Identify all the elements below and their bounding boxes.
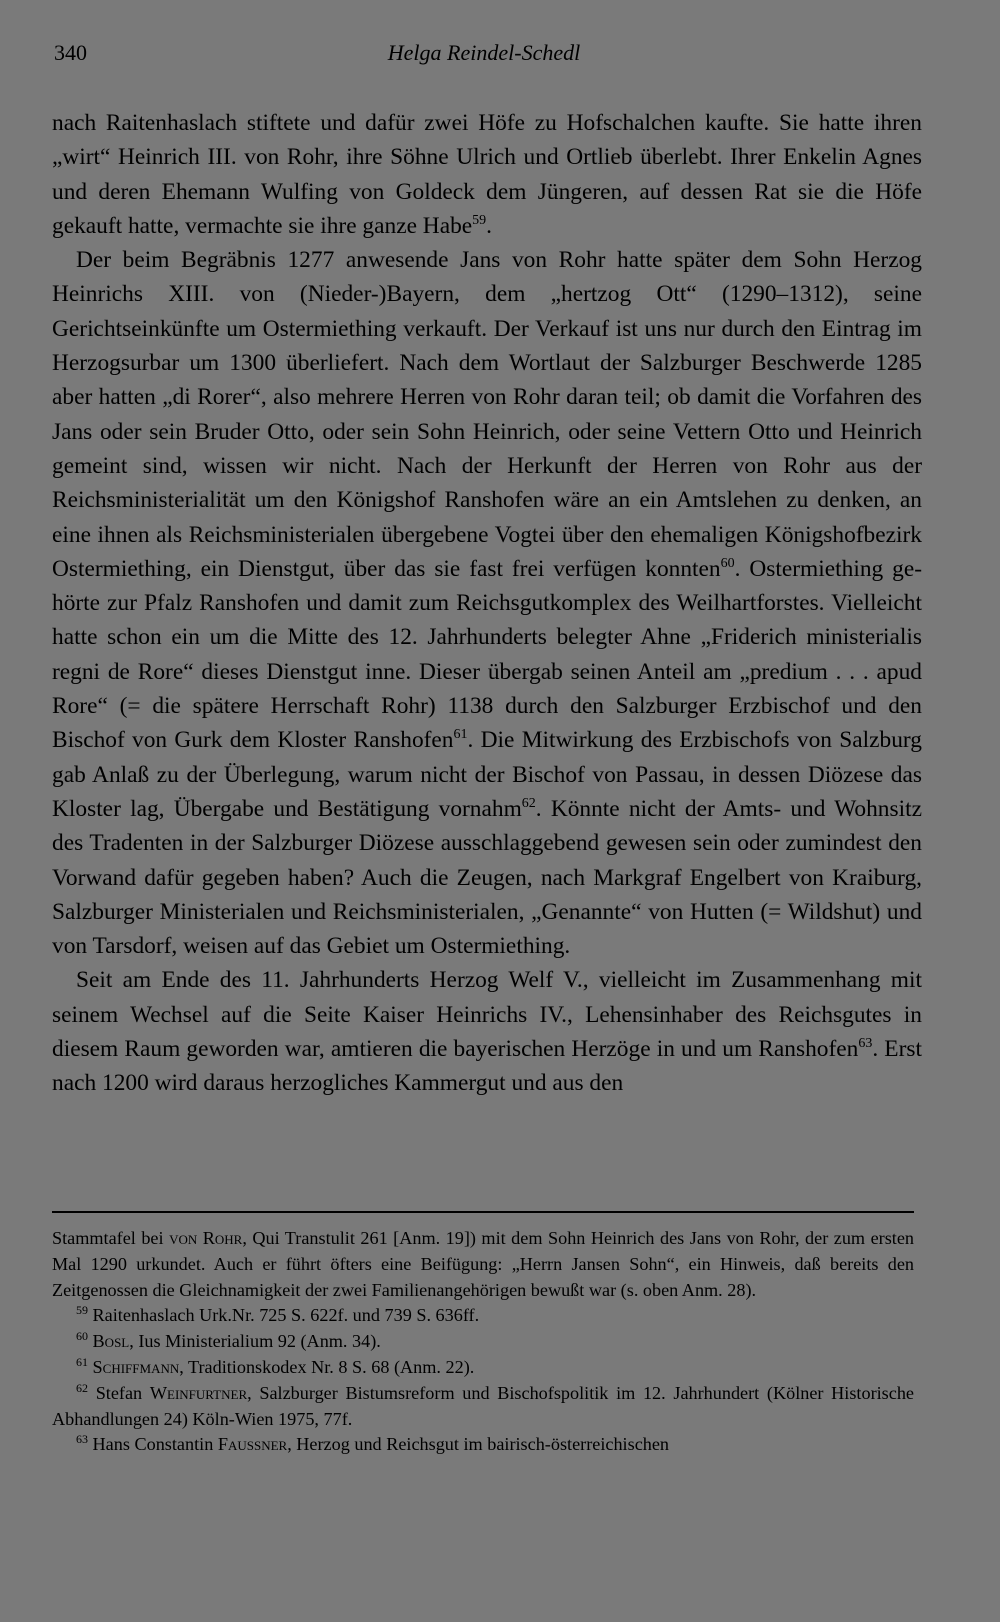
- footnote-text: , Salzburger Bistumsreform und Bischofspolitik im 12. Jahrhundert (Kölner Historische Abhandlungen 24) Köln-Wien 1975, 77f.: [52, 1382, 914, 1429]
- footnote-cont-text-a: Stammtafel bei: [52, 1228, 170, 1248]
- footnote-ref-59: 59: [472, 213, 487, 229]
- footnote-62: [52, 1381, 914, 1433]
- author-name: Weinfurtner: [149, 1382, 248, 1403]
- paragraph-2-text-b: . Ostermiething gehörte zur Pfalz Ranshofen und damit zum Reichsgutkomplex des Weilhartforstes. Vielleicht hatte schon ein um die Mitte des 12. Jahrhunderts belegter Ahne „Friderich ministerialis regni de Rore“ dieses Dienstgut inne. Dieser übergab seinen Anteil am „predium . . . apud Rore“ (= die spätere Herrschaft Rohr) 1138 durch den Salzburger Erzbischof und den Bischof von Gurk dem Kloster Ranshofen: [52, 555, 922, 754]
- footnote-text: , Traditionskodex Nr. 8 S. 68 (Anm. 22).: [179, 1356, 475, 1377]
- footnotes: [52, 1226, 914, 1458]
- footnote-number: 62: [76, 1380, 88, 1395]
- footnote-ref-61: 61: [453, 727, 468, 743]
- paragraph-2-text-d: . Könnte nicht der Amts- und Wohnsitz des Tradenten in der Salzburger Diözese ausschlaggebend gewesen sein oder zumindest den Vorwand dafür gegeben haben? Auch die Zeugen, nach Markgraf Engelbert von Kraiburg, Salzburger Ministerialen und Reichsministerialen, „Genannte“ von Hutten (= Wildshut) und von Tarsdorf, weisen auf das Gebiet um Ostermiething.: [52, 795, 922, 960]
- author-name: Bosl: [92, 1331, 130, 1352]
- author-name: Schiffmann: [92, 1356, 180, 1377]
- author-name: Faussner: [217, 1434, 288, 1455]
- footnote-continuation: [52, 1226, 914, 1303]
- paragraph-2: [52, 243, 922, 963]
- footnote-number: 61: [76, 1354, 88, 1369]
- footnote-prefix: Stefan: [95, 1382, 150, 1403]
- footnote-ref-60: 60: [720, 556, 735, 572]
- footnote-61: [52, 1355, 914, 1381]
- paragraph-1-text-a: nach Raitenhaslach stiftete und dafür zwei Höfe zu Hofschalchen kaufte. Sie hatte ihren „wirt“ Heinrich III. von Rohr, ihre Söhne Ulrich und Ortlieb überlebt. Ihrer Enkelin Agnes und deren Ehemann Wulfing von Goldeck dem Jüngeren, auf dessen Rat sie die Höfe gekauft hatte, vermachte sie ihre ganze Habe: [52, 110, 922, 239]
- footnote-number: 60: [76, 1329, 88, 1344]
- footnote-ref-63: 63: [858, 1036, 873, 1052]
- paragraph-3: [52, 963, 922, 1100]
- footnote-59: [52, 1303, 914, 1329]
- footnote-prefix: Hans Constantin: [92, 1434, 218, 1455]
- footnote-divider: [52, 1211, 914, 1213]
- author-name: von Rohr: [169, 1228, 243, 1248]
- footnote-number: 59: [76, 1303, 88, 1318]
- paragraph-1: [52, 106, 922, 243]
- footnote-text: Raitenhaslach Urk.Nr. 725 S. 622f. und 739 S. 636ff.: [92, 1305, 480, 1326]
- page-number: 340: [54, 40, 87, 65]
- paragraph-1-text-b: .: [486, 212, 493, 239]
- footnote-cont-text-b: , Qui Transtulit 261 [Anm. 19]) mit dem Sohn Heinrich des Jans von Rohr, der zum ersten Mal 1290 urkundet. Auch er führt öfters eine Beifügung: „Herrn Jansen Sohn“, ein Hinweis, daß bereits den Zeitgenossen die Gleichnamigkeit der zwei Familienangehörigen bewußt war (s. oben Anm. 28).: [52, 1228, 915, 1300]
- footnote-60: [52, 1329, 914, 1355]
- running-head: Helga Reindel-Schedl: [387, 40, 581, 65]
- footnote-number: 63: [76, 1432, 88, 1447]
- footnote-63: [52, 1432, 914, 1458]
- paragraph-3-text-b: . Erst nach 1200 wird daraus herzogliches Kammergut und aus den: [52, 1036, 922, 1097]
- footnote-text: , Ius Ministerialium 92 (Anm. 34).: [129, 1331, 381, 1352]
- footnote-text: , Herzog und Reichsgut im bairisch-österreichischen: [287, 1434, 670, 1455]
- footnote-ref-62: 62: [521, 796, 536, 812]
- page-header: [54, 40, 914, 76]
- body-text: [52, 106, 922, 1101]
- paragraph-2-text-a: Der beim Begräbnis 1277 anwesende Jans von Rohr hatte später dem Sohn Herzog Heinrichs XIII. von (Nieder-)Bayern, dem „hertzog Ott“ (1290–1312), seine Gerichtseinkünfte um Ostermiething verkauft. Der Verkauf ist uns nur durch den Eintrag im Herzogsurbar um 1300 überliefert. Nach dem Wortlaut der Salzburger Beschwerde 1285 aber hatten „di Rorer“, also mehrere Herren von Rohr daran teil; ob damit die Vorfahren des Jans oder sein Bruder Otto, oder sein Sohn Heinrich, oder seine Vettern Otto und Heinrich gemeint sind, wissen wir nicht. Nach der Herkunft der Herren von Rohr aus der Reichsministerialität um den Königshof Ranshofen wäre an ein Amtslehen zu denken, an eine ihnen als Reichsministerialen übergebene Vogtei über den ehemaligen Königshofbezirk Ostermiething, ein Dienstgut, über das sie fast frei verfügen konnten: [52, 247, 922, 582]
- paragraph-3-text-a: Seit am Ende des 11. Jahrhunderts Herzog Welf V., vielleicht im Zusammenhang mit seinem Wechsel auf die Seite Kaiser Heinrichs IV., Lehensinhaber des Reichsgutes in diesem Raum geworden war, amtieren die bayerischen Herzöge in und um Ranshofen: [52, 967, 922, 1063]
- paragraph-2-text-c: . Die Mitwirkung des Erzbischofs von Salzburg gab Anlaß zu der Überlegung, warum nicht der Bischof von Passau, in dessen Diözese das Kloster lag, Übergabe und Bestätigung vornahm: [52, 727, 922, 822]
